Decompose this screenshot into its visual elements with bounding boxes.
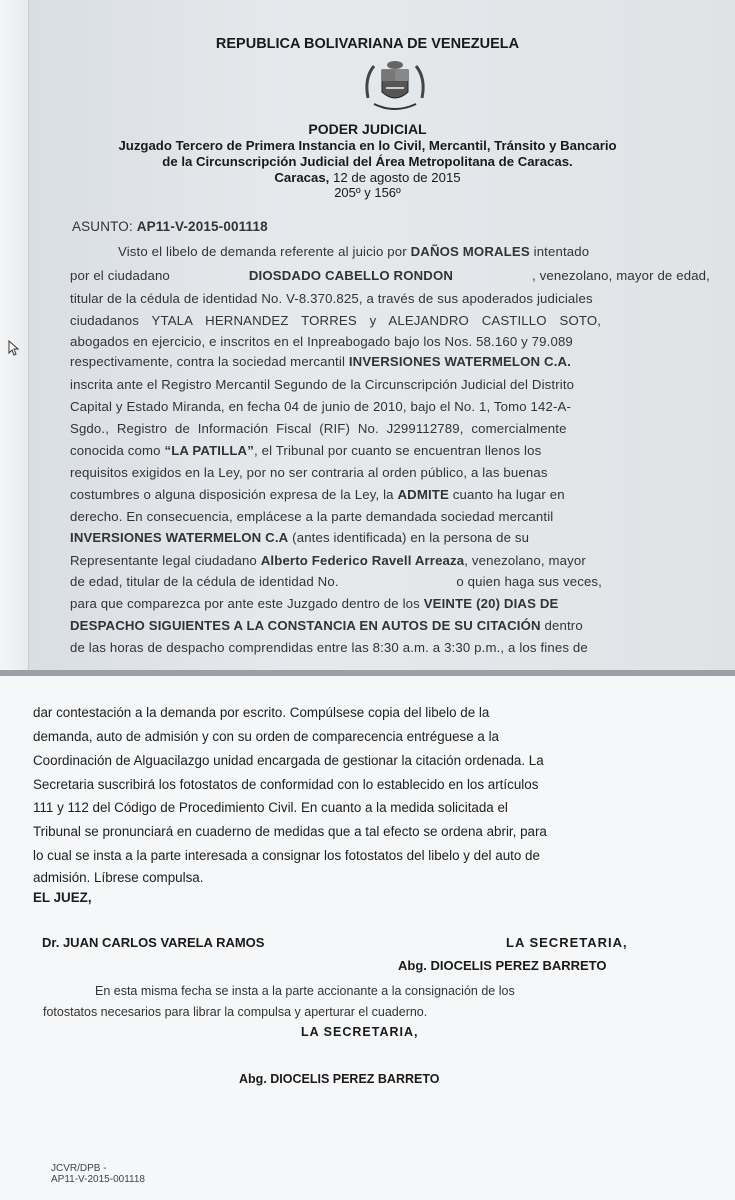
body-line: conocida como “LA PATILLA”, el Tribunal por cuanto se encuentran llenos los [70, 443, 542, 458]
body-line: INVERSIONES WATERMELON C.A (antes identificada) en la persona de su [70, 530, 530, 545]
body-line: dar contestación a la demanda por escrito. Compúlsese copia del libelo de la [33, 705, 490, 720]
date: 12 de agosto de 2015 [333, 170, 461, 185]
place-date [0, 170, 735, 185]
body-line: Coordinación de Alguacilazgo unidad encargada de gestionar la citación ordenada. La [33, 753, 544, 768]
note-secretary-name: Abg. DIOCELIS PEREZ BARRETO [239, 1072, 440, 1086]
judge-title: EL JUEZ, [33, 890, 92, 905]
body-line: Visto el libelo de demanda referente al juicio por DAÑOS MORALES intentado [118, 244, 590, 259]
note-line: fotostatos necesarios para librar la compulsa y aperturar el cuaderno. [43, 1005, 428, 1019]
body-line: 111 y 112 del Código de Procedimiento Civil. En cuanto a la medida solicitada el [33, 800, 508, 815]
document-page-bottom [0, 676, 735, 1200]
body-line: abogados en ejercicio, e inscritos en el Inpreabogado bajo los Nos. 58.160 y 79.089 [70, 334, 573, 349]
body-line: Representante legal ciudadano Alberto Federico Ravell Arreaza, venezolano, mayor [70, 553, 586, 568]
body-line: Tribunal se pronunciará en cuaderno de medidas que a tal efecto se ordena abrir, para [33, 824, 547, 839]
coat-of-arms-icon [360, 58, 430, 116]
page-edge [0, 0, 29, 670]
body-line: Capital y Estado Miranda, en fecha 04 de junio de 2010, bajo el No. 1, Tomo 142-A- [70, 399, 572, 414]
case-number [72, 219, 268, 234]
body-line: requisitos exigidos en la Ley, por no ser contraria al orden público, a las buenas [70, 465, 548, 480]
body-line: lo cual se insta a la parte interesada a consignar los fotostatos del libelo y del auto de [33, 848, 540, 863]
body-line: Secretaria suscribirá los fotostatos de conformidad con lo establecido en los artículos [33, 777, 539, 792]
secretary-title: LA SECRETARIA, [506, 935, 628, 950]
body-line: ciudadanos YTALA HERNANDEZ TORRES y ALEJANDRO CASTILLO SOTO, [70, 313, 602, 328]
footer-initials: JCVR/DPB - [51, 1163, 107, 1174]
years: 205º y 156º [334, 185, 401, 200]
body-line: de edad, titular de la cédula de identidad No. o quien haga sus veces, [70, 574, 602, 589]
note-secretary-title: LA SECRETARIA, [301, 1025, 419, 1039]
body-line: Sgdo., Registro de Información Fiscal (RIF) No. J299112789, comercialmente [70, 421, 567, 436]
body-line: derecho. En consecuencia, emplácese a la parte demandada sociedad mercantil [70, 509, 554, 524]
power-heading: PODER JUDICIAL [308, 121, 427, 137]
footer-case: AP11-V-2015-001118 [51, 1174, 145, 1185]
case-label: ASUNTO: [72, 219, 133, 234]
body-line: inscrita ante el Registro Mercantil Segundo de la Circunscripción Judicial del Distrito [70, 377, 575, 392]
body-line: costumbres o alguna disposición expresa de la Ley, la ADMITE cuanto ha lugar en [70, 487, 565, 502]
republic-heading: REPUBLICA BOLIVARIANA DE VENEZUELA [215, 36, 520, 52]
mouse-cursor-icon [8, 340, 20, 356]
body-line: DESPACHO SIGUIENTES A LA CONSTANCIA EN AUTOS DE SU CITACIÓN dentro [70, 618, 583, 633]
court-name-line-1: Juzgado Tercero de Primera Instancia en lo Civil, Mercantil, Tránsito y Bancario [118, 138, 617, 153]
court-name-line-2: de la Circunscripción Judicial del Área Metropolitana de Caracas. [162, 154, 573, 169]
body-line: demanda, auto de admisión y con su orden de comparecencia entréguese a la [33, 729, 499, 744]
body-line: de las horas de despacho comprendidas entre las 8:30 a.m. a 3:30 p.m., a los fines de [70, 640, 588, 655]
note-line: En esta misma fecha se insta a la parte accionante a la consignación de los [95, 984, 515, 998]
body-line: respectivamente, contra la sociedad mercantil INVERSIONES WATERMELON C.A. [70, 354, 572, 369]
secretary-name: Abg. DIOCELIS PEREZ BARRETO [398, 958, 607, 973]
body-line: para que comparezca por ante este Juzgado dentro de los VEINTE (20) DIAS DE [70, 596, 559, 611]
place: Caracas, [274, 170, 330, 185]
judge-name: Dr. JUAN CARLOS VARELA RAMOS [42, 935, 265, 950]
body-line: por el ciudadano DIOSDADO CABELLO RONDON , venezolano, mayor de edad, [70, 268, 710, 283]
body-line: titular de la cédula de identidad No. V-8.370.825, a través de sus apoderados judiciales [70, 291, 593, 306]
body-line: admisión. Líbrese compulsa. [33, 870, 204, 885]
case-id: AP11-V-2015-001118 [136, 219, 268, 234]
